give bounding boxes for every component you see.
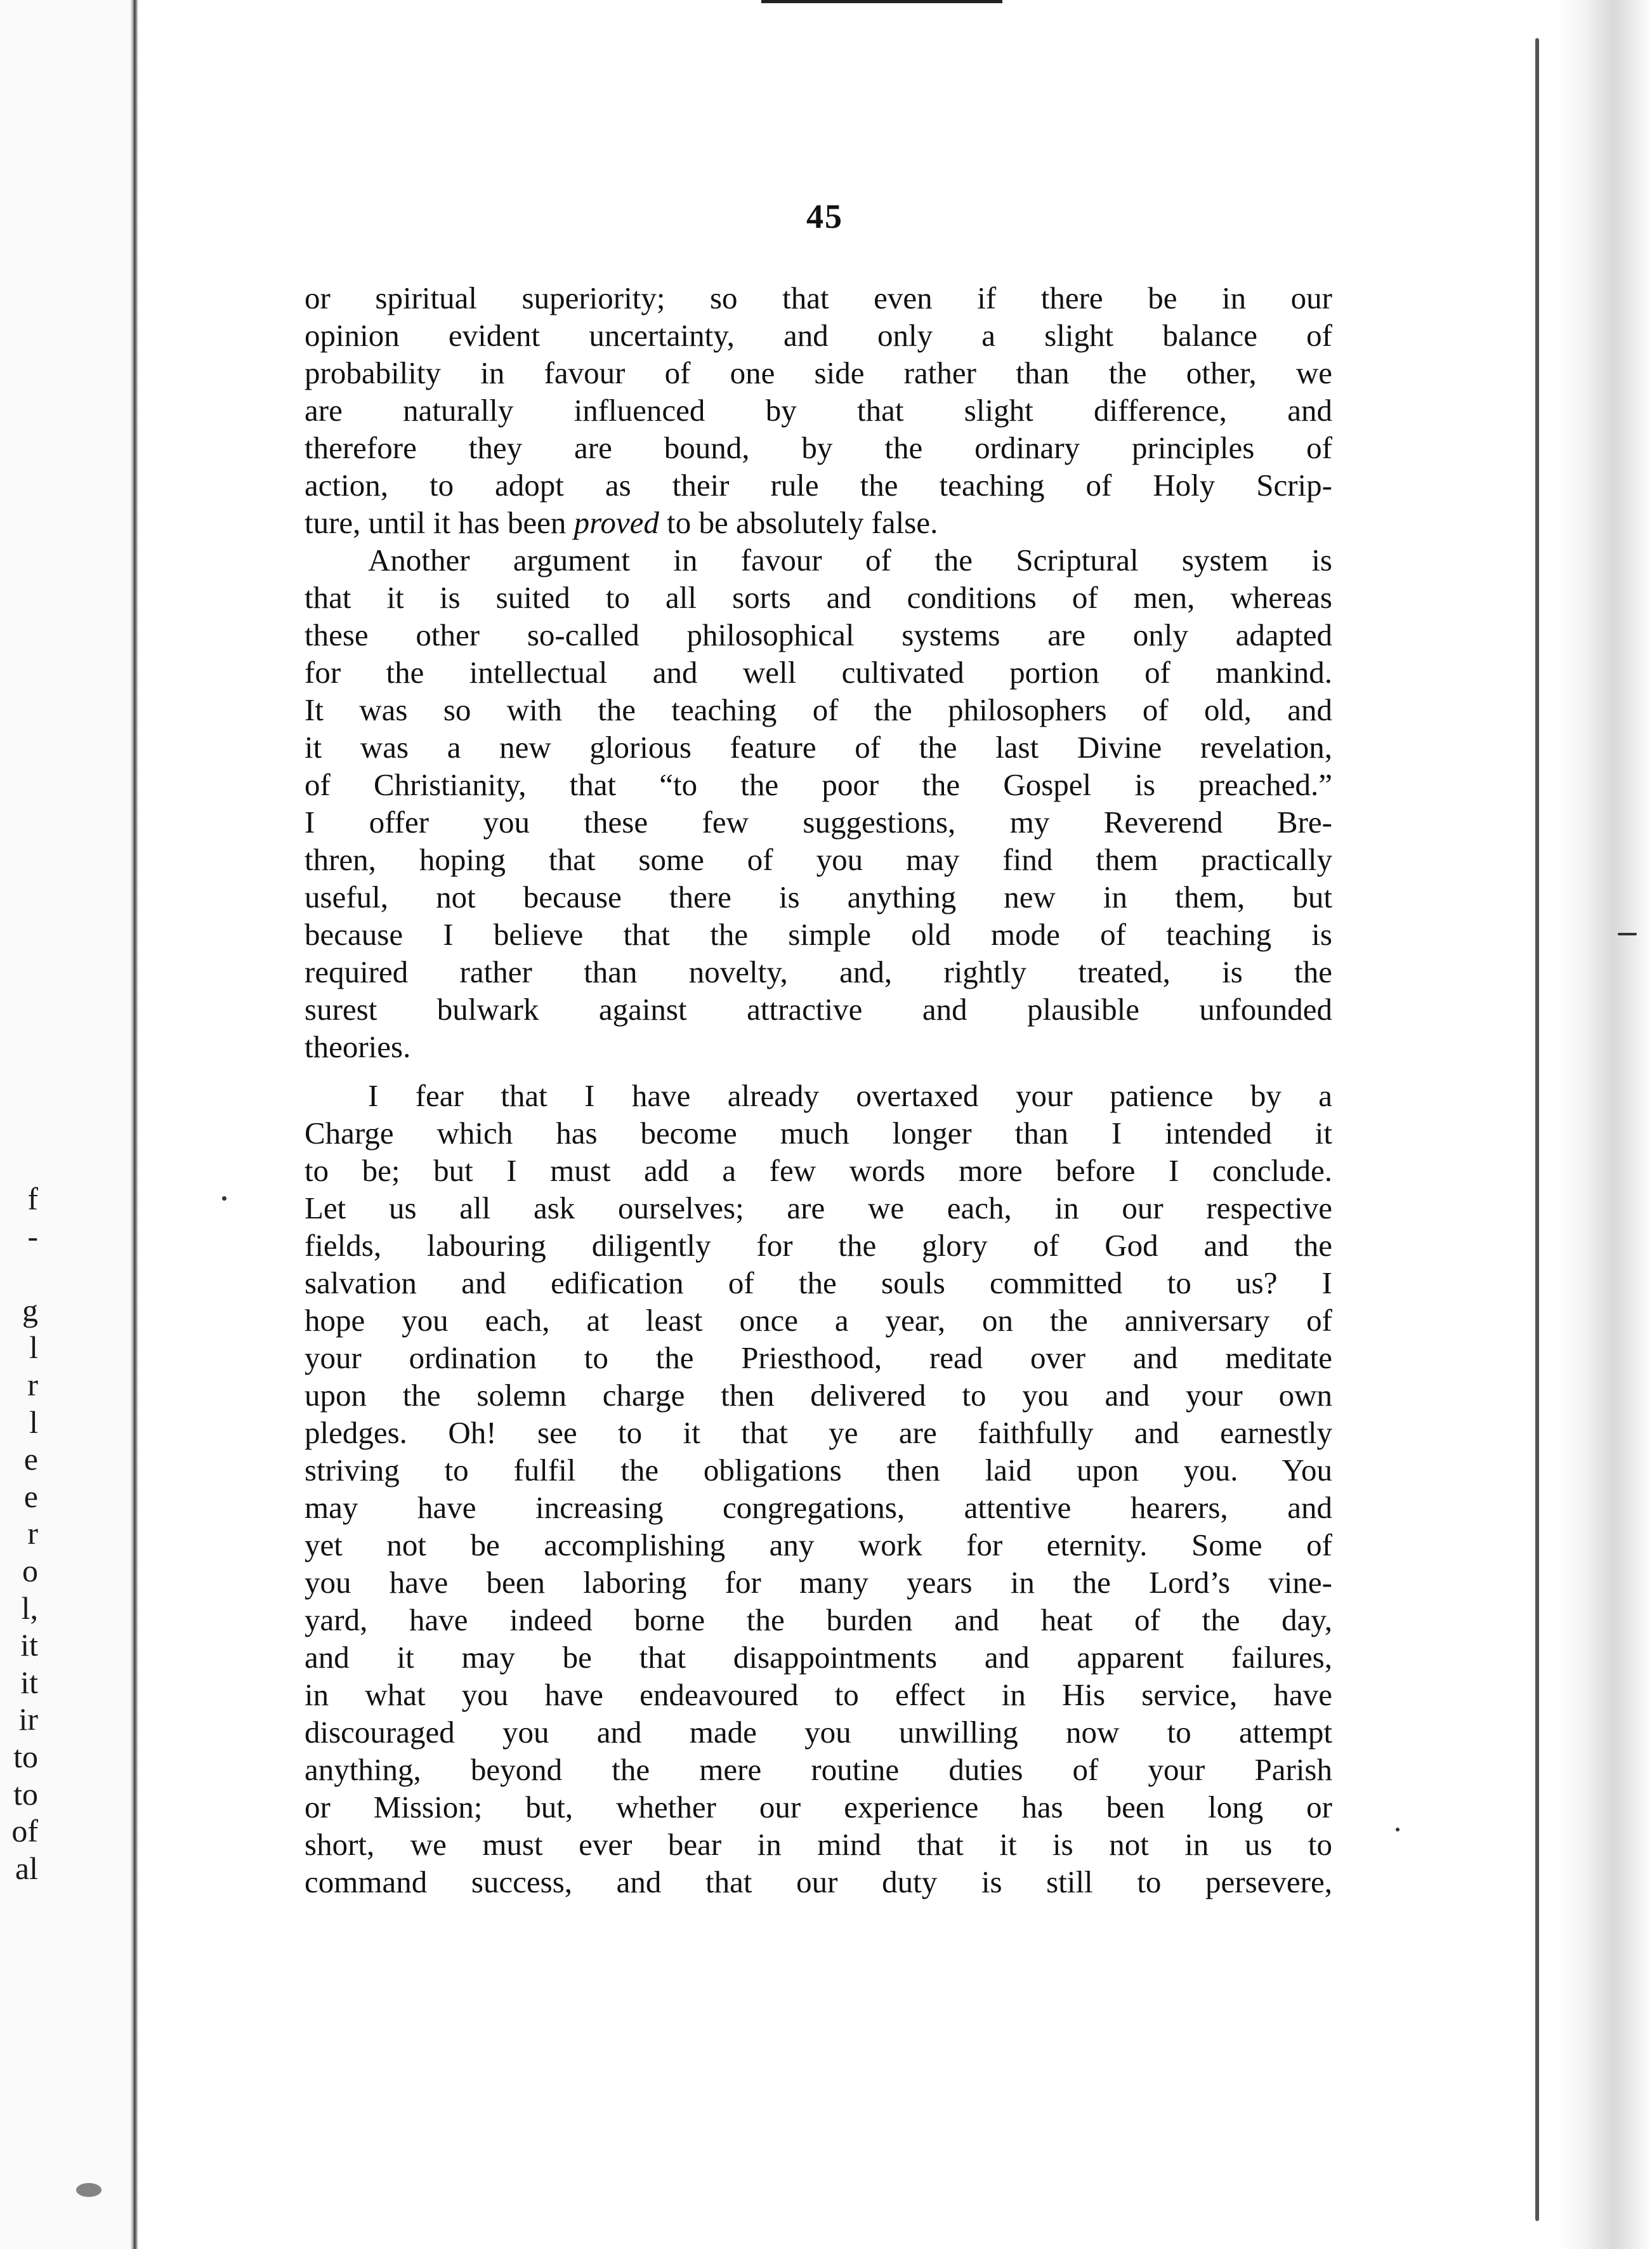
fragment: of bbox=[11, 1813, 38, 1849]
text-line: therefore they are bound, by the ordinary principles of bbox=[305, 430, 1332, 465]
right-page-curl bbox=[1557, 0, 1652, 2249]
fragment: l, bbox=[21, 1590, 38, 1626]
fragment: to bbox=[13, 1738, 38, 1774]
text-line: it was a new glorious feature of the last Divine revelation, bbox=[305, 730, 1332, 765]
text-line: may have increasing congregations, attentive hearers, and bbox=[305, 1490, 1332, 1525]
fragment: it bbox=[20, 1664, 38, 1700]
text-line: short, we must ever bear in mind that it is not in us to bbox=[305, 1827, 1332, 1862]
fragment: it bbox=[20, 1627, 38, 1663]
fragment: to bbox=[13, 1776, 38, 1812]
right-page-edge-shadow bbox=[1535, 38, 1539, 2221]
text-line: useful, not because there is anything new in them, but bbox=[305, 880, 1332, 914]
text-segment: ture, until it has been bbox=[305, 505, 567, 540]
text-line: thren, hoping that some of you may find them practically bbox=[305, 842, 1332, 877]
text-line: theories. bbox=[305, 1029, 411, 1064]
text-line: hope you each, at least once a year, on the anniversary of bbox=[305, 1303, 1332, 1338]
text-line: in what you have endeavoured to effect in His service, have bbox=[305, 1677, 1332, 1712]
fragment: e bbox=[23, 1441, 38, 1477]
fragment: l bbox=[29, 1404, 38, 1440]
text-line: anything, beyond the mere routine duties of your Parish bbox=[305, 1752, 1332, 1787]
text-line: It was so with the teaching of the philosophers of old, and bbox=[305, 692, 1332, 727]
text-line: to be; but I must add a few words more before I conclude. bbox=[305, 1153, 1332, 1188]
text-line: I fear that I have already overtaxed your patience by a bbox=[368, 1078, 1332, 1113]
text-line: for the intellectual and well cultivated portion of mankind. bbox=[305, 655, 1332, 690]
text-line: pledges. Oh! see to it that ye are faithfully and earnestly bbox=[305, 1415, 1332, 1450]
facing-page-fragment bbox=[0, 0, 140, 2249]
text-line: Let us all ask ourselves; are we each, in our respective bbox=[305, 1190, 1332, 1225]
text-line: I offer you these few suggestions, my Reverend Bre- bbox=[305, 805, 1332, 840]
page-binding-shadow bbox=[130, 0, 138, 2249]
top-edge-rule bbox=[761, 0, 1002, 3]
text-line: Charge which has become much longer than I intended it bbox=[305, 1116, 1332, 1151]
text-line: Another argument in favour of the Scriptural system is bbox=[368, 543, 1332, 577]
text-line: command success, and that our duty is still to persevere, bbox=[305, 1864, 1332, 1899]
scan-speck bbox=[1396, 1828, 1400, 1831]
text-line: fields, labouring diligently for the glory of God and the bbox=[305, 1228, 1332, 1263]
text-line: probability in favour of one side rather than the other, we bbox=[305, 355, 1332, 390]
fragment: g bbox=[22, 1292, 38, 1328]
text-line: striving to fulfil the obligations then laid upon you. You bbox=[305, 1453, 1332, 1487]
fragment: r bbox=[27, 1366, 38, 1402]
text-line: surest bulwark against attractive and plausible unfounded bbox=[305, 992, 1332, 1027]
fragment bbox=[0, 1255, 38, 1292]
fragment: al bbox=[15, 1850, 38, 1886]
fragment: ir bbox=[18, 1701, 38, 1738]
text-line: of Christianity, that “to the poor the Gospel is preached.” bbox=[305, 767, 1332, 802]
text-line: discouraged you and made you unwilling now to attempt bbox=[305, 1715, 1332, 1750]
fragment: f bbox=[27, 1181, 38, 1217]
text-line: your ordination to the Priesthood, read over and meditate bbox=[305, 1340, 1332, 1375]
fragment: e bbox=[23, 1478, 38, 1514]
fragment: l bbox=[29, 1329, 38, 1366]
text-line bbox=[305, 504, 1332, 541]
text-line: upon the solemn charge then delivered to you and your own bbox=[305, 1378, 1332, 1413]
fragment: o bbox=[22, 1552, 38, 1588]
text-line: because I believe that the simple old mode of teaching is bbox=[305, 917, 1332, 952]
scan-speck bbox=[222, 1196, 226, 1201]
text-line: are naturally influenced by that slight difference, and bbox=[305, 393, 1332, 428]
page-body bbox=[305, 279, 1332, 1901]
scan-speck bbox=[1618, 933, 1637, 935]
text-line: or spiritual superiority; so that even if there be in our bbox=[305, 280, 1332, 315]
text-line: action, to adopt as their rule the teaching of Holy Scrip- bbox=[305, 468, 1332, 503]
text-line: these other so-called philosophical systems are only adapted bbox=[305, 617, 1332, 652]
text-line: yet not be accomplishing any work for eternity. Some of bbox=[305, 1527, 1332, 1562]
page-number: 45 bbox=[806, 197, 843, 235]
text-line: or Mission; but, whether our experience has been long or bbox=[305, 1790, 1332, 1824]
fragment: - bbox=[27, 1218, 38, 1254]
text-line: you have been laboring for many years in the Lord’s vine- bbox=[305, 1565, 1332, 1600]
facing-page-text-fragments bbox=[0, 1180, 38, 1887]
text-segment: to be absolutely false. bbox=[667, 505, 938, 540]
scan-speck bbox=[76, 2183, 102, 2197]
fragment: r bbox=[27, 1515, 38, 1552]
text-line: and it may be that disappointments and apparent failures, bbox=[305, 1640, 1332, 1675]
text-line: yard, have indeed borne the burden and heat of the day, bbox=[305, 1602, 1332, 1637]
text-line: opinion evident uncertainty, and only a slight balance of bbox=[305, 318, 1332, 353]
text-line: that it is suited to all sorts and conditions of men, whereas bbox=[305, 580, 1332, 615]
paragraph-gap bbox=[305, 1065, 1332, 1077]
text-line: required rather than novelty, and, rightly treated, is the bbox=[305, 954, 1332, 989]
text-line: salvation and edification of the souls committed to us? I bbox=[305, 1265, 1332, 1300]
emphasized-word: proved bbox=[574, 505, 659, 540]
